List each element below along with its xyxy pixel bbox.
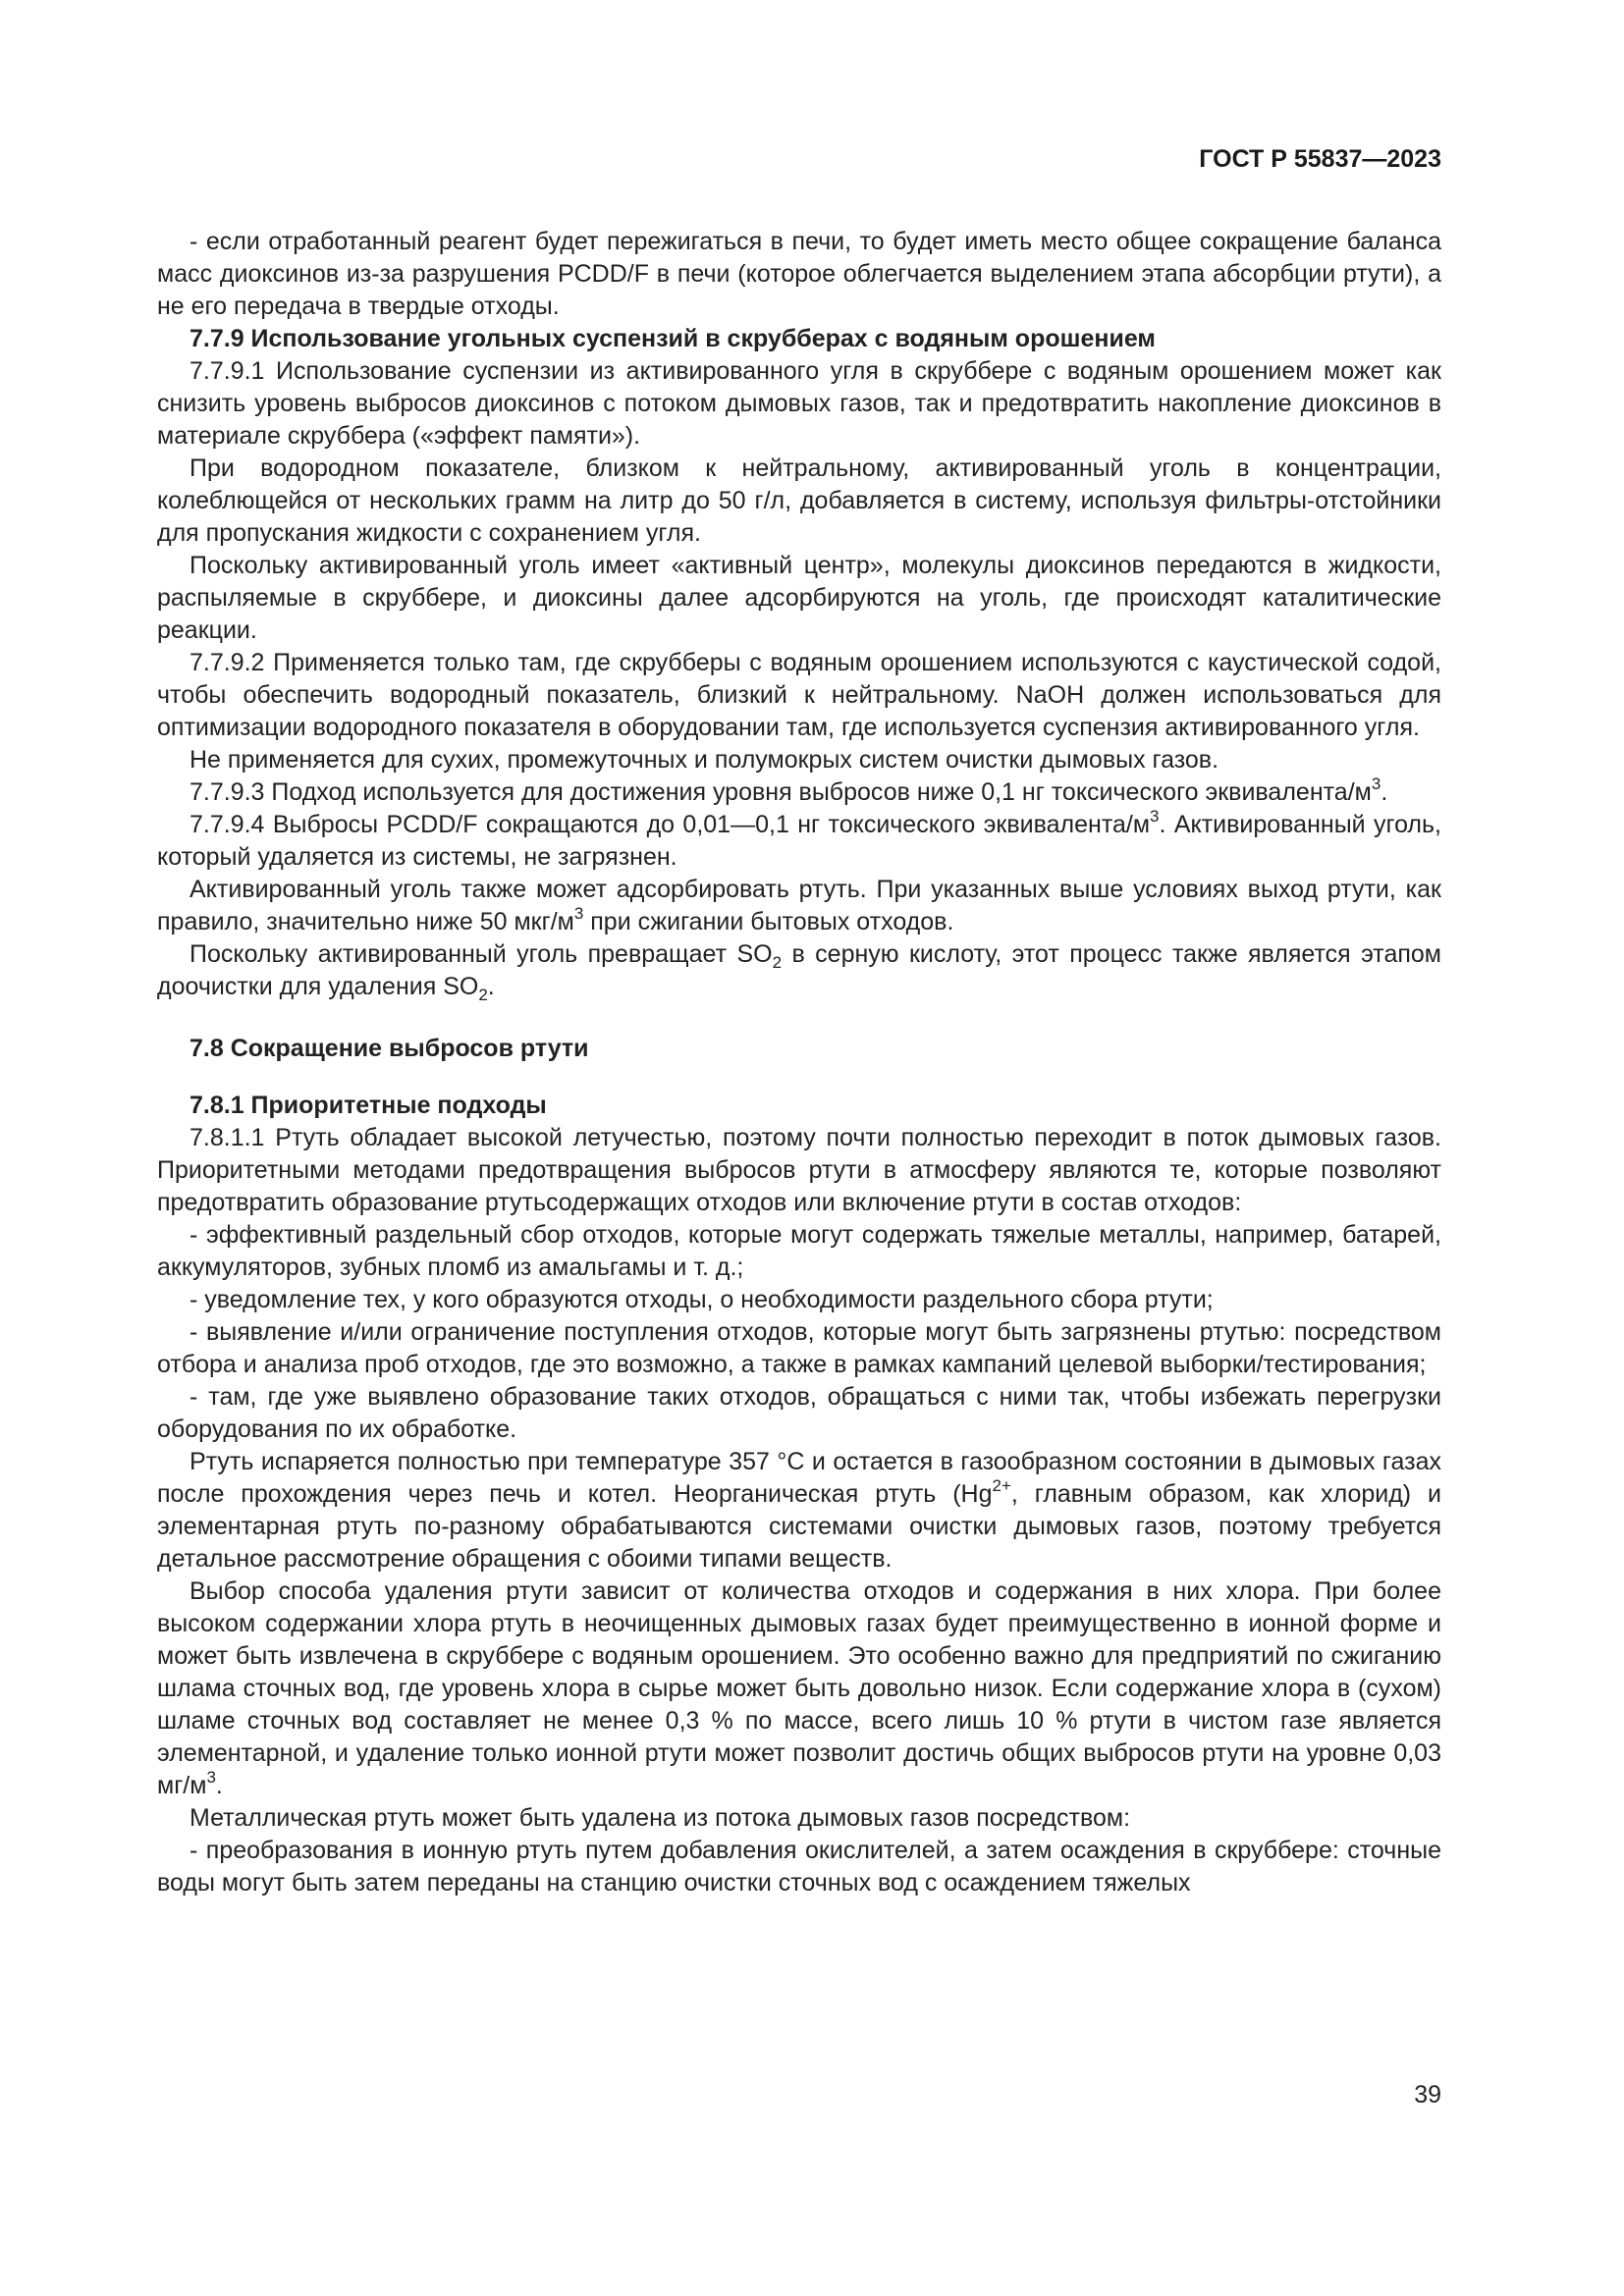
text-run: . [215,1772,223,1799]
list-item: - там, где уже выявлено образование таких отходов, обращаться с ними так, чтобы избежать перегрузки оборудования по их обработке. [157,1383,1441,1443]
paragraph: - если отработанный реагент будет пережигаться в печи, то будет иметь место общее сокращение баланса масс диоксинов из-за разрушения PCDD/F в печи (которое облегчается выделением этапа абсорбции ртути), а не его передача в твердые отходы. [157,228,1441,320]
text-run: . Активированный уголь, который удаляется из системы, не загрязнен. [157,811,1441,871]
paragraph: При водородном показателе, близком к нейтральному, активированный уголь в концентрации, колеблющейся от нескольких грамм на литр до 50 г/л, добавляется в систему, используя фильтры-отстойники для пропускания жидкости с сохранением угля. [157,454,1441,547]
subscript: 2 [478,986,488,1004]
section-heading-7-8: 7.8 Сокращение выбросов ртути [189,1035,589,1062]
paragraph: 7.8.1.1 Ртуть обладает высокой летучестью, поэтому почти полностью переходит в поток дымовых газов. Приоритетными методами предотвращения выбросов ртути в атмосферу являются те, которые позволяют предотвратить образование ртутьсодержащих отходов или включение ртути в состав отходов: [157,1124,1441,1216]
paragraph [157,874,1441,938]
superscript: 3 [1150,806,1160,826]
text-run: . [487,973,495,1000]
text-run: Поскольку активированный уголь превращает SO [189,940,773,968]
paragraph [157,806,1441,874]
list-item: - выявление и/или ограничение поступления отходов, которые могут быть загрязнены ртутью: посредством отбора и анализа проб отходов, где это возможно, а также в рамках кампаний целевой выборки/тестирования; [157,1318,1441,1378]
text-run: при сжигании бытовых отходов. [583,908,954,935]
text-run: Ртуть испаряется полностью при температуре 357 °C и остается в газообразном состоянии в дымовых газах после прохождения через печь и котел. Неорганическая ртуть (Hg [157,1448,1441,1508]
text-run: 7.7.9.4 Выбросы PCDD/F сокращаются до 0,01—0,1 нг токсического эквивалента/м [189,811,1151,838]
section-heading-7-7-9: 7.7.9 Использование угольных суспензий в скрубберах с водяным орошением [189,325,1156,352]
paragraph: 7.7.9.2 Применяется только там, где скрубберы с водяным орошением используются с каустической содой, чтобы обеспечить водородный показатель, близкий к нейтральному. NaOH должен использоваться для оптимизации водородного показателя в оборудовании там, где используется суспензия активированного угля. [157,649,1441,741]
subscript: 2 [772,953,783,972]
superscript: 3 [573,903,584,923]
paragraph [157,1446,1441,1575]
document-header: ГОСТ Р 55837—2023 [1199,145,1441,173]
list-item: - эффективный раздельный сбор отходов, которые могут содержать тяжелые металлы, например, батарей, аккумуляторов, зубных пломб из амальгамы и т. д.; [157,1221,1441,1281]
paragraph: Не применяется для сухих, промежуточных и полумокрых систем очистки дымовых газов. [189,746,1219,774]
superscript: 3 [206,1767,216,1787]
paragraph [157,1575,1441,1802]
list-item: - уведомление тех, у кого образуются отходы, о необходимости раздельного сбора ртути; [189,1286,1214,1313]
paragraph [157,776,1441,809]
text-run: Активированный уголь также может адсорбировать ртуть. При указанных выше условиях выход ртути, как правило, значительно ниже 50 мкг/м [157,876,1441,935]
text-run: 7.7.9.3 Подход используется для достижения уровня выбросов ниже 0,1 нг токсического эквивалента/м [189,778,1372,806]
section-heading-7-8-1: 7.8.1 Приоритетные подходы [189,1092,547,1119]
paragraph: Поскольку активированный уголь имеет «активный центр», молекулы диоксинов передаются в жидкости, распыляемые в скруббере, и диоксины далее адсорбируются на уголь, где происходят каталитические реакции. [157,552,1441,644]
page-number: 39 [1414,2081,1441,2109]
paragraph: 7.7.9.1 Использование суспензии из активированного угля в скруббере с водяным орошением может как снизить уровень выбросов диоксинов с потоком дымовых газов, так и предотвратить накопление диоксинов в материале скруббера («эффект памяти»). [157,357,1441,450]
text-run: Выбор способа удаления ртути зависит от количества отходов и содержания в них хлора. При более высоком содержании хлора ртуть в неочищенных дымовых газах будет преимущественно в ионной форме и может быть извлечена в скруббере с водяным орошением. Это особенно важно для предприятий по сжиганию шлама сточных вод, где уровень хлора в сырье может быть довольно низок. Если содержание хлора в (сухом) шламе сточных вод составляет не менее 0,3 % по массе, всего лишь 10 % ртути в чистом газе является элементарной, и удаление только ионной ртути может позволит достичь общих выбросов ртути на уровне 0,03 мг/м [157,1577,1441,1799]
paragraph [157,938,1441,1003]
document-body [157,226,1441,1899]
list-item: - преобразования в ионную ртуть путем добавления окислителей, а затем осаждения в скруббере: сточные воды могут быть затем переданы на станцию очистки сточных вод с осаждением тяжелых [157,1837,1441,1896]
text-run: в серную кислоту, этот процесс также является этапом доочистки для удаления SO [157,940,1441,1000]
superscript: 3 [1371,774,1381,793]
superscript: 2+ [992,1475,1011,1495]
text-run: . [1380,778,1388,806]
paragraph: Металлическая ртуть может быть удалена из потока дымовых газов посредством: [189,1804,1131,1832]
text-run: , главным образом, как хлорид) и элементарная ртуть по-разному обрабатываются системами очистки дымовых газов, поэтому требуется детальное рассмотрение обращения с обоими типами веществ. [157,1480,1442,1573]
